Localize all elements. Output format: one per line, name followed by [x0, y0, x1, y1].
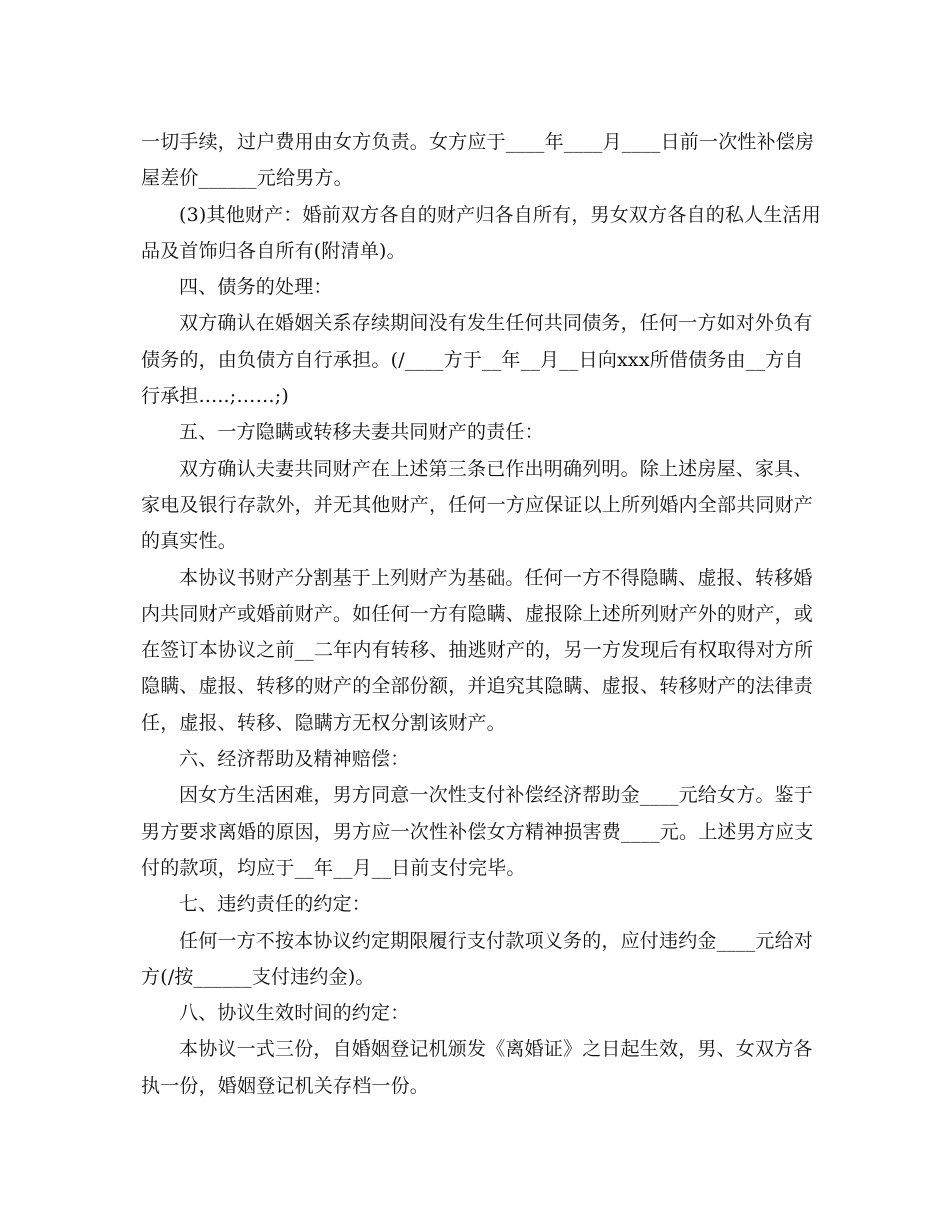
section-heading: 四、债务的处理： [179, 276, 333, 299]
text-line: 家电及银行存款外，并无其他财产，任何一方应保证以上所列婚内全部共同财产 [141, 493, 814, 516]
text-line: 男方要求离婚的原因，男方应一次性补偿女方精神损害费____元。上述男方应支 [141, 820, 814, 843]
section-heading: 六、经济帮助及精神赔偿： [179, 748, 410, 771]
text-line: 在签订本协议之前__二年内有转移、抽逃财产的，另一方发现后有权取得对方所 [141, 639, 814, 662]
text-line: 本协议一式三份，自婚姻登记机颁发《离婚证》之日起生效，男、女双方各 [179, 1038, 813, 1061]
text-line: 一切手续，过户费用由女方负责。女方应于____年____月____日前一次性补偿房 [141, 131, 815, 153]
section-heading: 五、一方隐瞒或转移夫妻共同财产的责任： [179, 421, 544, 444]
text-line: 本协议书财产分割基于上列财产为基础。任何一方不得隐瞒、虚报、转移婚 [179, 566, 813, 589]
text-line: 任，虚报、转移、隐瞒方无权分割该财产。 [141, 711, 506, 734]
text-line: 因女方生活困难，男方同意一次性支付补偿经济帮助金____元给女方。鉴于 [179, 784, 814, 807]
section-heading: 八、协议生效时间的约定： [179, 1002, 410, 1025]
text-line: 双方确认夫妻共同财产在上述第三条已作出明确列明。除上述房屋、家具、 [179, 457, 813, 480]
document-page [141, 124, 821, 1104]
text-line: 方(/按______支付违约金)。 [141, 965, 375, 988]
text-line: 隐瞒、虚报、转移的财产的全部份额，并追究其隐瞒、虚报、转移财产的法律责 [141, 675, 814, 698]
text-line: (3)其他财产：婚前双方各自的财产归各自所有，男女双方各自的私人生活用 [179, 203, 821, 226]
text-line: 行承担.....;……;) [141, 385, 290, 408]
text-line: 内共同财产或婚前财产。如任何一方有隐瞒、虚报除上述所列财产外的财产，或 [141, 602, 814, 625]
section-heading: 七、违约责任的约定： [179, 893, 372, 916]
text-line: 双方确认在婚姻关系存续期间没有发生任何共同债务，任何一方如对外负有 [179, 312, 813, 335]
text-line: 债务的，由负债方自行承担。(/____方于__年__月__日向xxx所借债务由__方自 [141, 348, 804, 371]
text-line: 屋差价______元给男方。 [141, 167, 353, 190]
text-line: 任何一方不按本协议约定期限履行支付款项义务的，应付违约金____元给对 [179, 929, 814, 952]
text-line: 付的款项，均应于__年__月__日前支付完毕。 [141, 856, 526, 879]
text-line: 的真实性。 [141, 530, 238, 553]
text-line: 品及首饰归各自所有(附清单)。 [141, 239, 406, 262]
text-line: 执一份，婚姻登记机关存档一份。 [141, 1074, 430, 1097]
